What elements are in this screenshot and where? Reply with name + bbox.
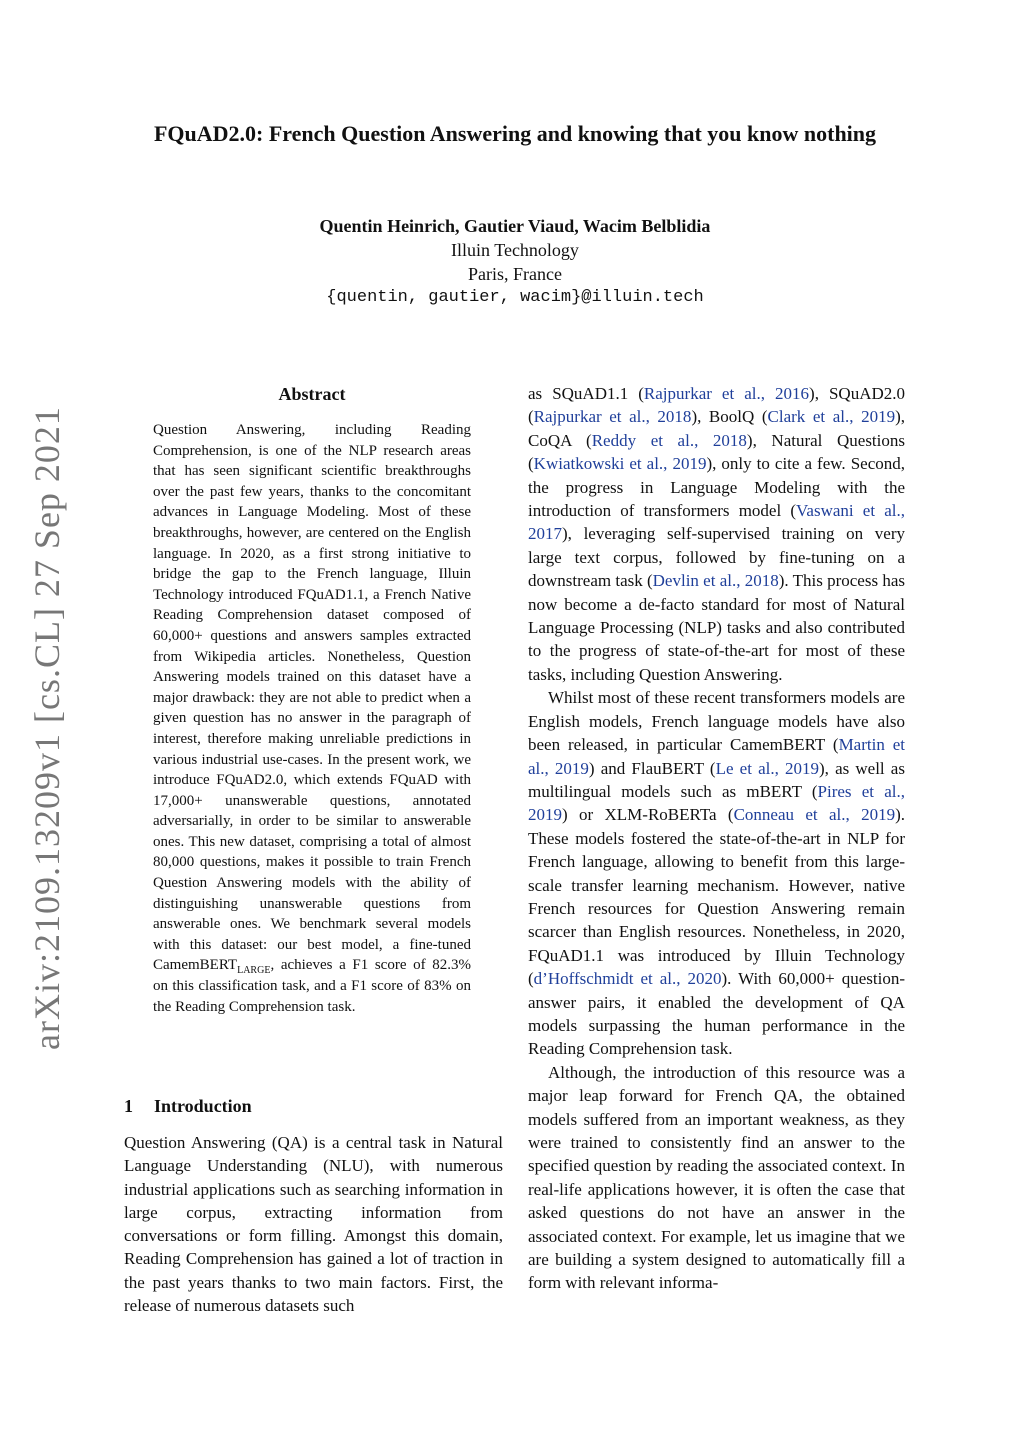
citation-link[interactable]: Vaswani et al., 2017 — [528, 501, 905, 544]
author-emails: {quentin, gautier, wacim}@illuin.tech — [326, 288, 704, 307]
text-run: ). These models fostered the state-of-the-art in NLP for French language, allowing to benefit from this large-scale transfer learning mechanism. However, native French resources for Question Answering remain scarcer than English resources. Nonetheless, in 2020, FQuAD1.1 was introduced by Illuin Technology ( — [528, 805, 905, 989]
citation-link[interactable]: Pires et al., 2019 — [528, 781, 905, 825]
text-run: ) and FlauBERT ( — [588, 758, 716, 778]
right-column — [528, 382, 905, 1295]
text-run: ) or XLM-RoBERTa ( — [562, 805, 734, 825]
affiliation: Illuin Technology — [451, 240, 579, 260]
abstract-body — [153, 420, 471, 1017]
text-run: ), BoolQ ( — [691, 407, 768, 427]
text-run: ), leveraging self-supervised training on very large text corpus, followed by fine-tuning on a downstream task ( — [528, 524, 905, 591]
section-heading — [124, 1094, 252, 1118]
paper-title: FQuAD2.0: French Question Answering and knowing that you know nothing — [153, 121, 877, 146]
citation-link[interactable]: Clark et al., 2019 — [767, 407, 896, 427]
text-run: ), Natural Questions ( — [528, 430, 905, 474]
citation-link[interactable]: Le et al., 2019 — [715, 758, 820, 778]
location: Paris, France — [468, 264, 562, 284]
text-run: ), only to cite a few. Second, the progress in Language Modeling with the introduction of transformers model ( — [528, 454, 906, 521]
paragraph-datasets — [528, 382, 905, 686]
paragraph-weakness: Although, the introduction of this resource was a major leap forward for French QA, the obtained models suffered from an important weakness, as they were trained to consistently find an answer to the specified question by reading the associated context. In real-life applications however, it is often the case that asked questions do not have an answer in the associated context. For example, let us imagine that we are building a system designed to automatically fill a form with relevant informa- — [528, 1062, 905, 1293]
text-run: ), SQuAD2.0 ( — [528, 384, 906, 427]
citation-link[interactable]: d’Hoffschmidt et al., 2020 — [533, 969, 722, 989]
paragraph-french-models — [528, 686, 905, 1061]
large-subscript: LARGE — [237, 965, 271, 977]
arxiv-stamp: arXiv:2109.13209v1 [cs.CL] 27 Sep 2021 — [27, 406, 67, 1050]
citation-link[interactable]: Rajpurkar et al., 2018 — [533, 407, 692, 427]
section-number: 1 — [124, 1096, 133, 1116]
citation-link[interactable]: Kwiatkowski et al., 2019 — [533, 454, 707, 474]
text-run: ). This process has now become a de-facto standard for most of Natural Language Processing (NLP) tasks and also contributed to the progress of state-of-the-art for most of these tasks, including Question Answering. — [528, 571, 905, 684]
intro-paragraph: Question Answering (QA) is a central task in Natural Language Understanding (NLU), with numerous industrial applications such as searching information in large corpus, extracting information from conversations or form filling. Amongst this domain, Reading Comprehension has gained a lot of traction in the past years thanks to two main factors. First, the release of numerous datasets such — [124, 1133, 503, 1316]
section-title: Introduction — [154, 1096, 252, 1116]
citation-link[interactable]: Rajpurkar et al., 2016 — [643, 384, 810, 403]
citation-link[interactable]: Conneau et al., 2019 — [733, 805, 896, 825]
text-run: as SQuAD1.1 ( — [528, 384, 644, 403]
text-run: ). With 60,000+ question-answer pairs, it enabled the development of QA models surpassing the human performance in the Reading Comprehension task. — [528, 969, 905, 1059]
text-run: ), as well as multilingual models such as mBERT ( — [528, 758, 905, 801]
text-run: Whilst most of these recent transformers models are English models, French language models have also been released, in particular CamemBERT ( — [528, 688, 905, 755]
citation-link[interactable]: Martin et al., 2019 — [528, 735, 906, 778]
abstract-heading: Abstract — [278, 384, 346, 404]
author-list: Quentin Heinrich, Gautier Viaud, Wacim Belblidia — [319, 216, 711, 236]
citation-link[interactable]: Reddy et al., 2018 — [591, 430, 747, 450]
abstract-text-2: , achieves a F1 score of 82.3% on this classification task, and a F1 score of 83% on the Reading Comprehension task. — [153, 957, 471, 1015]
text-run: ), CoQA ( — [528, 407, 905, 450]
citation-link[interactable]: Devlin et al., 2018 — [652, 571, 779, 591]
abstract-text-1: Question Answering, including Reading Comprehension, is one of the NLP research areas that has seen significant scientific breakthroughs over the past few years, thanks to the concomitant advances in Language Modeling. Most of these breakthroughs, however, are centered on the English language. In 2020, as a first strong initiative to bridge the gap to the French language, Illuin Technology introduced FQuAD1.1, a French Native Reading Comprehension dataset composed of 60,000+ questions and answers samples extracted from Wikipedia articles. Nonetheless, Question Answering models trained on this dataset have a major drawback: they are not able to predict when a given question has no answer in the paragraph of interest, therefore making unreliable predictions in various industrial use-cases. In the present work, we introduce FQuAD2.0, which extends FQuAD with 17,000+ unanswerable questions, annotated adversarially, in order to be similar to answerable ones. This new dataset, comprising a total of almost 80,000 questions, makes it possible to train French Question Answering models with the ability of distinguishing unanswerable questions from answerable ones. We benchmark several models with this dataset: our best model, a fine-tuned CamemBERT — [153, 422, 471, 974]
